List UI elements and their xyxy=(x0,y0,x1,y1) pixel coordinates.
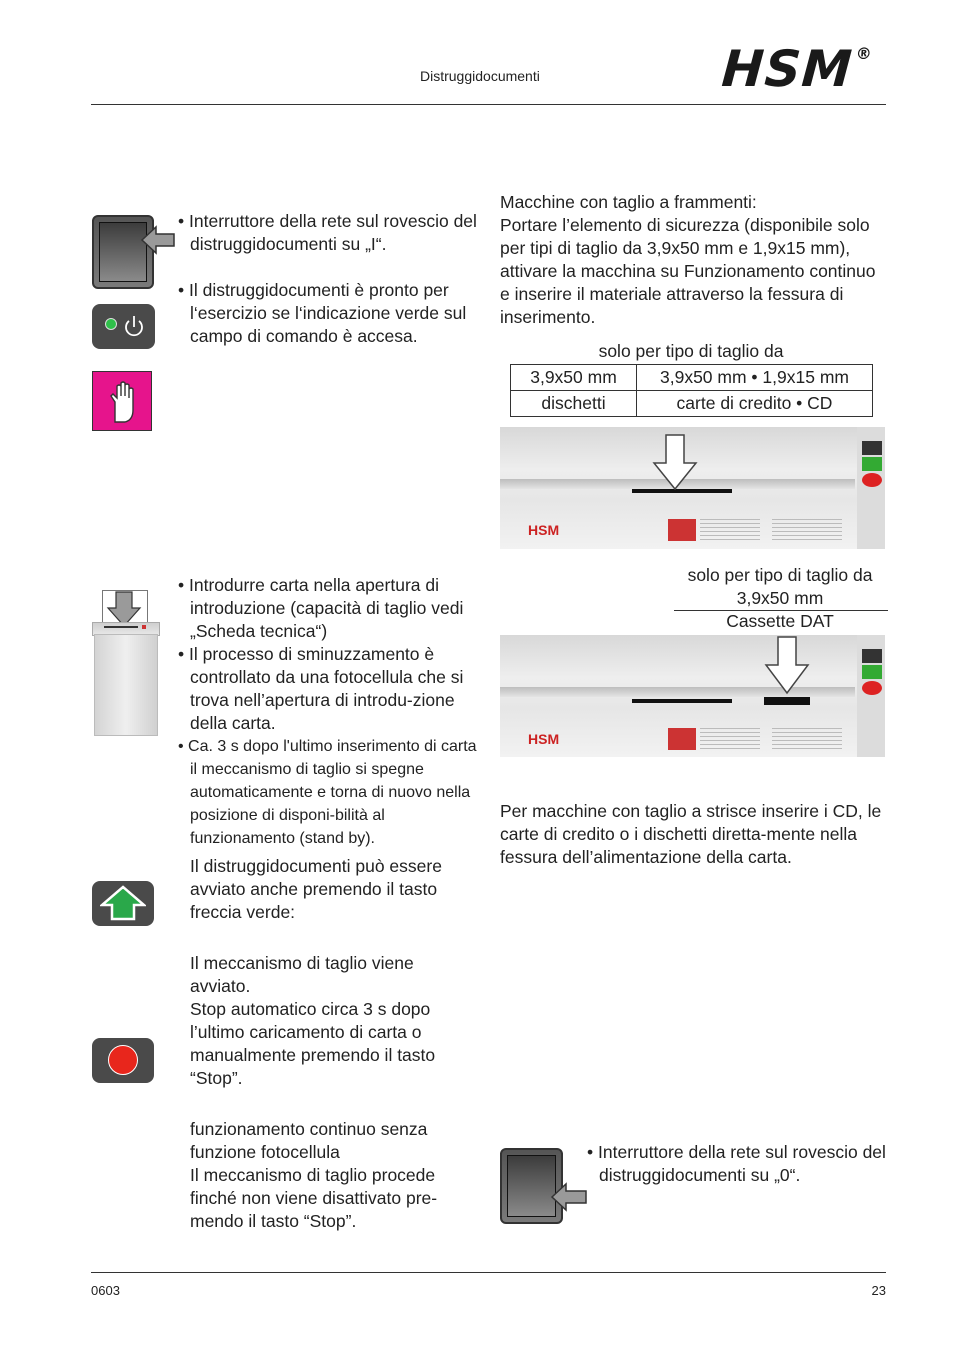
shred-bullet-1: • Introdurre carta nella apertura di introduzione (capacità di taglio vedi „Scheda tecnica“) xyxy=(178,574,478,643)
header-title: Distruggidocumenti xyxy=(420,68,540,84)
started-text: Il meccanismo di taglio viene avviato. xyxy=(190,953,414,996)
main-switch-off-icon xyxy=(500,1148,563,1224)
auto-stop-text: Stop automatico circa 3 s dopo l’ultimo caricamento di carta o manualmente premendo il tasto “Stop”. xyxy=(190,999,436,1088)
warning-hand-icon xyxy=(92,371,152,431)
cut-type-table xyxy=(510,364,873,417)
strip-cut-text: Per macchine con taglio a strisce inserire i CD, le carte di credito o i dischetti diretta-mente nella fessura dell’alimentazione della carta. xyxy=(500,801,882,867)
shredder-illustration xyxy=(86,590,166,736)
table-cell: carte di credito • CD xyxy=(637,391,873,417)
standby-bullet-list xyxy=(178,735,478,850)
particle-text: Portare l’elemento di sicurezza (disponibile solo per tipi di taglio da 3,9x50 mm e 1,9x15 mm), attivare la macchina su Funzionamento continuo e inserire il materiale attraverso la fessura di inserimento. xyxy=(500,215,876,327)
ready-indicator-icon xyxy=(92,304,155,349)
switch-off-bullet-list xyxy=(587,1141,887,1187)
continuous-title: funzionamento continuo senza funzione fotocellula xyxy=(190,1119,428,1162)
table-row xyxy=(511,391,873,417)
table-cell: dischetti xyxy=(511,391,637,417)
green-arrow-text: Il distruggidocumenti può essere avviato anche premendo il tasto freccia verde: xyxy=(190,856,442,922)
table-cell: 3,9x50 mm xyxy=(511,365,637,391)
table2-caption: solo per tipo di taglio da xyxy=(687,565,873,585)
table2-cut: 3,9x50 mm xyxy=(736,588,824,608)
main-switch-on-icon xyxy=(92,215,154,289)
footer-rule xyxy=(91,1272,886,1273)
table2-media: Cassette DAT xyxy=(726,611,834,631)
stop-button-icon xyxy=(92,1038,154,1083)
table-cell: 3,9x50 mm • 1,9x15 mm xyxy=(637,365,873,391)
particle-title: Macchine con taglio a frammenti: xyxy=(500,192,757,212)
photo-brand-label: HSM xyxy=(528,522,560,538)
page-number: 23 xyxy=(871,1283,886,1298)
table-row xyxy=(511,365,873,391)
start-bullet-2: • Il distruggidocumenti è pronto per l‘esercizio se l‘indicazione verde sul campo di comando è accesa. xyxy=(178,279,478,348)
table1-caption: solo per tipo di taglio da xyxy=(598,341,784,361)
photo-brand-label: HSM xyxy=(528,731,560,747)
shredder-photo-2 xyxy=(500,635,885,757)
shred-bullet-2: • Il processo di sminuzzamento è controllato da una fotocellula che si trova nell’apertura di introdu-zione della carta. xyxy=(178,643,478,735)
shredder-photo-1 xyxy=(500,427,885,549)
shred-bullets xyxy=(178,574,478,735)
green-arrow-button-icon xyxy=(92,881,154,926)
footer-code: 0603 xyxy=(91,1283,120,1298)
hsm-logo: HSM® xyxy=(719,40,874,98)
header-rule xyxy=(91,104,886,105)
start-bullets xyxy=(178,210,478,348)
switch-off-bullet: • Interruttore della rete sul rovescio del distruggidocumenti su „0“. xyxy=(587,1141,887,1187)
continuous-text: Il meccanismo di taglio procede finché non viene disattivato pre-mendo il tasto “Stop”. xyxy=(190,1165,438,1231)
standby-bullet: • Ca. 3 s dopo l'ultimo inserimento di carta il meccanismo di taglio si spegne automaticamente e torna di nuovo nella posizione di disponi-bilità al funzionamento (stand by). xyxy=(178,735,478,850)
start-bullet-1: • Interruttore della rete sul rovescio del distruggidocumenti su „I“. xyxy=(178,210,478,256)
